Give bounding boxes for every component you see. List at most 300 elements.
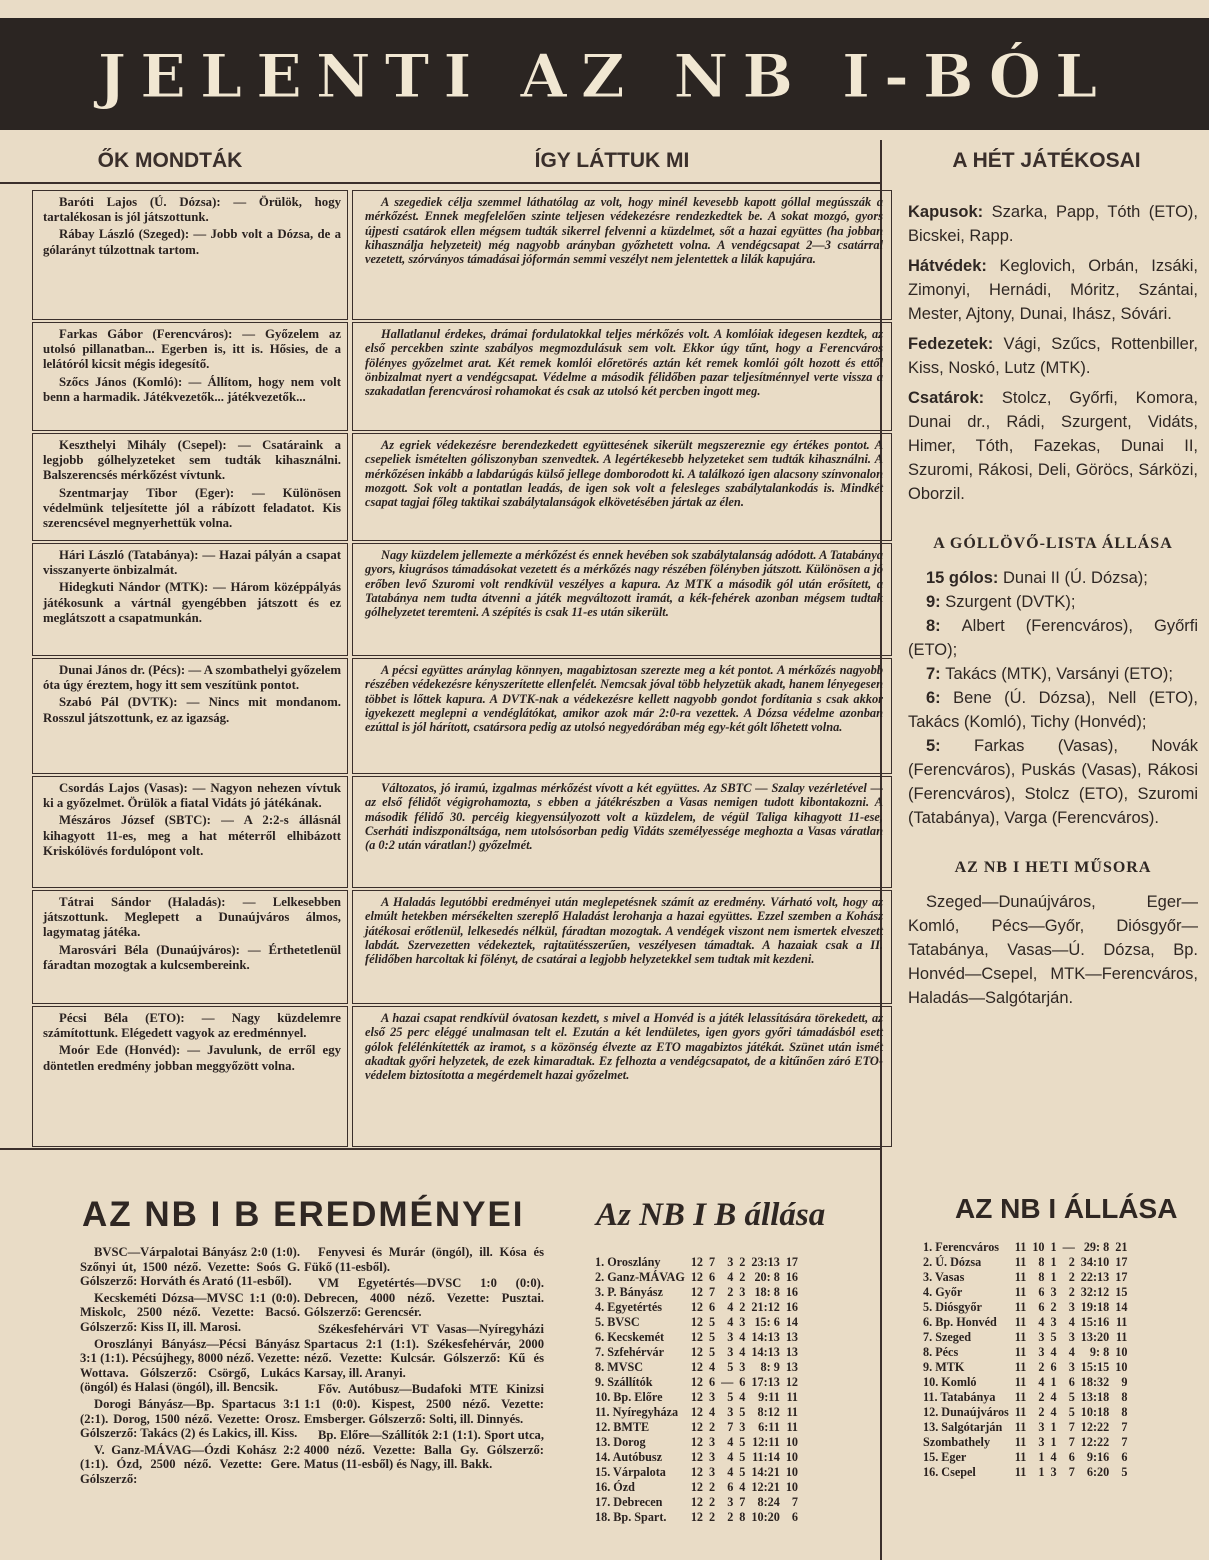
team-name: 1. Ferencváros xyxy=(923,1240,1000,1254)
stat-cell: 13:18 xyxy=(1080,1390,1110,1404)
stat-cell: 18:32 xyxy=(1080,1375,1110,1389)
table-row xyxy=(920,1285,1130,1300)
stat-cell: 16 xyxy=(785,1285,799,1299)
team-name: 12. Dunaújváros xyxy=(923,1405,1009,1419)
stat-cell: 12:11 xyxy=(752,1435,780,1449)
column-head-said: ŐK MONDTÁK xyxy=(97,149,243,172)
stat-cell: 2 xyxy=(1068,1255,1075,1269)
stat-cell: 6 xyxy=(791,1510,799,1524)
stat-cell: 1 xyxy=(1050,1270,1057,1284)
stat-cell: 10 xyxy=(1032,1240,1045,1254)
stat-cell: 13:20 xyxy=(1080,1330,1110,1344)
stat-cell: 8:12 xyxy=(757,1405,780,1419)
goal-count: 6: xyxy=(926,689,954,707)
match-result: BVSC—Várpalotai Bányász 2:0 (1:0). Szőnyi út, 1500 néző. Vezette: Soós G. Gólszerző: Horváth és Arató (11-esből). xyxy=(80,1245,300,1289)
team-name: 7. Szeged xyxy=(923,1330,972,1344)
nb1-standing-table xyxy=(920,1240,1205,1480)
stat-cell: 12 xyxy=(690,1390,704,1404)
table-row xyxy=(920,1450,1130,1465)
table-row xyxy=(920,1240,1130,1255)
stat-cell: 3 xyxy=(727,1495,734,1509)
stat-cell: 9 xyxy=(1121,1375,1128,1389)
table-row xyxy=(592,1420,801,1435)
column-head-players: A HÉT JÁTÉKOSAI xyxy=(952,149,1141,172)
stat-cell: 12:22 xyxy=(1080,1435,1110,1449)
scorers-title: A GÓLLÖVŐ-LISTA ÁLLÁSA xyxy=(933,535,1173,552)
scorer-names: Farkas (Vasas), Novák (Ferencváros), Puskás (Vasas), Rákosi (Ferencváros), Stolcz (ETO), Szuromi (Tatabánya), Varga (Ferencváros). xyxy=(908,737,1198,827)
stat-cell: 11 xyxy=(1014,1390,1027,1404)
table-row xyxy=(592,1285,801,1300)
bottom-rule xyxy=(0,1148,880,1150)
stat-cell: 11 xyxy=(1014,1315,1027,1329)
stat-cell: 5 xyxy=(739,1450,746,1464)
team-name: 18. Bp. Spart. xyxy=(595,1510,667,1524)
stat-cell: 3 xyxy=(727,1405,734,1419)
stat-cell: 3 xyxy=(1068,1360,1075,1374)
stat-cell: 3 xyxy=(1038,1435,1045,1449)
stat-cell: 11 xyxy=(1014,1465,1027,1479)
stat-cell: 7 xyxy=(709,1255,716,1269)
stat-cell: 4 xyxy=(709,1360,716,1374)
stat-cell: — xyxy=(721,1375,734,1389)
table-row xyxy=(920,1345,1130,1360)
stat-cell: 4 xyxy=(727,1270,734,1284)
stat-cell: 14:21 xyxy=(751,1465,780,1479)
team-name: 1. Oroszlány xyxy=(595,1255,661,1269)
players-of-week xyxy=(908,200,1198,1016)
position-label: Csatárok: xyxy=(908,389,1002,407)
scorer-names: Szurgent (DVTK); xyxy=(945,593,1076,611)
stat-cell: 10 xyxy=(1115,1345,1128,1359)
nbib-results-col1 xyxy=(80,1245,300,1489)
goal-count: 15 gólos: xyxy=(926,569,1004,587)
scorer-line xyxy=(908,590,1198,614)
team-name: 6. Kecskemét xyxy=(595,1330,665,1344)
stat-cell: 14:13 xyxy=(751,1345,780,1359)
nb1-standing-title: AZ NB I ÁLLÁSA xyxy=(955,1193,1178,1224)
team-name: 10. Komló xyxy=(923,1375,977,1389)
stat-cell: 5 xyxy=(727,1360,734,1374)
stat-cell: 32:12 xyxy=(1080,1285,1110,1299)
table-row xyxy=(920,1390,1130,1405)
stat-cell: 2 xyxy=(727,1285,734,1299)
stat-cell: 1 xyxy=(1050,1375,1057,1389)
stat-cell: 12 xyxy=(690,1405,704,1419)
stat-cell: 11 xyxy=(1014,1300,1027,1314)
stat-cell: 8 xyxy=(1121,1390,1128,1404)
stat-cell: 2 xyxy=(709,1510,716,1524)
nbib-results-col2 xyxy=(304,1245,544,1474)
said-box xyxy=(32,1006,348,1147)
stat-cell: 12 xyxy=(690,1510,704,1524)
team-name: 10. Bp. Előre xyxy=(595,1390,663,1404)
stat-cell: 2 xyxy=(739,1255,746,1269)
stat-cell: 6 xyxy=(1121,1450,1128,1464)
stat-cell: 21:12 xyxy=(751,1300,780,1314)
table-row xyxy=(920,1435,1130,1450)
stat-cell: 17:13 xyxy=(751,1375,780,1389)
stat-cell: 11 xyxy=(1014,1435,1027,1449)
stat-cell: 7 xyxy=(1121,1420,1128,1434)
stat-cell: 10:18 xyxy=(1080,1405,1110,1419)
table-row xyxy=(592,1360,801,1375)
stat-cell: 1 xyxy=(1038,1450,1045,1464)
player-names: Keglovich, Orbán, Izsáki, Zimonyi, Hernádi, Móritz, Szántai, Mester, Ajtony, Dunai, Ihász, Sóvári. xyxy=(908,257,1198,323)
stat-cell: 7 xyxy=(1121,1435,1128,1449)
table-row xyxy=(920,1465,1130,1480)
scorer-line xyxy=(908,686,1198,734)
stat-cell: 7 xyxy=(727,1420,734,1434)
stat-cell: 4 xyxy=(727,1465,734,1479)
match-result: Oroszlányi Bányász—Pécsi Bányász 3:1 (1:1). Pécsújhegy, 8000 néző. Vezette: Wottava. Gólszerző: Csörgő, Lukács (öngól) és Halasi (öngól), ill. Bencsik. xyxy=(80,1336,300,1395)
stat-cell: 2 xyxy=(1038,1405,1045,1419)
quote: Hári László (Tatabánya): — Hazai pályán a csapat visszanyerte önbizalmát. xyxy=(43,548,341,578)
stat-cell: 11 xyxy=(1014,1255,1027,1269)
stat-cell: 5 xyxy=(1050,1330,1057,1344)
team-name: 13. Salgótarján xyxy=(923,1420,1003,1434)
stat-cell: 5 xyxy=(709,1315,716,1329)
stat-cell: 7 xyxy=(739,1495,746,1509)
report-box: A Haladás legutóbbi eredményei után meglepetésnek számít az eredmény. Várható volt, hogy az elmúlt hetekben mérsékelten szereplő Haladást lerohanja a hazai együttes. Ezzel szemben a Kohász játékosai erőtlenül, lelkesedés nélkül, fáradtan mozogtak. A vendégek viszont nem ismertek elveszett labdát. Szervezetten védekeztek, rajtaütésszerűen, veszélyesen támadtak. A hazaiak csak a II. félidőben harcoltak ki fölényt, de csatárai a legjobb helyzetekkel sem tudtak mit kezdeni. xyxy=(352,890,892,1004)
quote: Baróti Lajos (Ú. Dózsa): — Örülök, hogy tartalékosan is jól játszottunk. xyxy=(43,195,341,225)
stat-cell: 5 xyxy=(739,1435,746,1449)
stat-cell: 2 xyxy=(709,1420,716,1434)
program-title: AZ NB I HETI MŰSORA xyxy=(954,859,1152,876)
stat-cell: 3 xyxy=(709,1465,716,1479)
team-name: 3. Vasas xyxy=(923,1270,965,1284)
stat-cell: 3 xyxy=(739,1420,746,1434)
said-box xyxy=(32,658,348,774)
team-name: 2. Ganz-MÁVAG xyxy=(595,1270,685,1284)
stat-cell: 2 xyxy=(1038,1390,1045,1404)
goal-count: 5: xyxy=(926,737,974,755)
table-row xyxy=(592,1390,801,1405)
table-row xyxy=(592,1375,801,1390)
goal-count: 8: xyxy=(926,617,962,635)
stat-cell: 7 xyxy=(791,1495,799,1509)
stat-cell: 10:20 xyxy=(751,1510,780,1524)
stat-cell: 15 xyxy=(1115,1285,1128,1299)
team-name: 8. Pécs xyxy=(923,1345,959,1359)
stat-cell: 14 xyxy=(1115,1300,1128,1314)
player-names: Stolcz, Győrfi, Komora, Dunai dr., Rádi, Szurgent, Vidáts, Himer, Tóth, Fazekas, Dunai II, Szuromi, Rákosi, Deli, Göröcs, Sárközi, Oborzil. xyxy=(908,389,1198,503)
position-label: Kapusok: xyxy=(908,203,992,221)
stat-cell: 1 xyxy=(1038,1465,1045,1479)
stat-cell: 4 xyxy=(727,1315,734,1329)
player-group xyxy=(908,254,1198,326)
stat-cell: 12 xyxy=(690,1420,704,1434)
team-name: 9. Szállítók xyxy=(595,1375,653,1389)
scorer-names: Dunai II (Ú. Dózsa); xyxy=(1003,569,1148,587)
stat-cell: 12 xyxy=(690,1330,704,1344)
stat-cell: 11 xyxy=(1014,1360,1027,1374)
stat-cell: 5 xyxy=(739,1405,746,1419)
stat-cell: 12 xyxy=(690,1480,704,1494)
stat-cell: 16 xyxy=(785,1300,799,1314)
team-name: 11. Nyíregyháza xyxy=(595,1405,679,1419)
stat-cell: 10 xyxy=(785,1450,799,1464)
stat-cell: 3 xyxy=(727,1255,734,1269)
team-name: 15. Eger xyxy=(923,1450,967,1464)
stat-cell: 4 xyxy=(1068,1345,1075,1359)
stat-cell: 1 xyxy=(1050,1255,1057,1269)
report-box: A pécsi együttes aránylag könnyen, magabiztosan szerezte meg a két pontot. A mérkőzés nagyobb részében védekezésre kényszerítette ellenfelét. Nemcsak jóval több helyzetük akadt, hanem lényegesen többet is lőttek kapura. A DVTK-nak a védekezésre kellett nagyobb gondot fordítania s csak akkor igyekezett meglepni a vendéglátókat, amikor azok már 2:0-ra vezettek. A Dózsa védelme azonban ezúttal is jól hárított, csatársora pedig az utolsó negyedórában még egy-két gólt lőhetett volna. xyxy=(352,658,892,774)
stat-cell: 11 xyxy=(1014,1405,1027,1419)
table-row xyxy=(592,1300,801,1315)
stat-cell: 4 xyxy=(1038,1315,1045,1329)
stat-cell: 18: 8 xyxy=(754,1285,780,1299)
stat-cell: 11 xyxy=(786,1420,799,1434)
stat-cell: 11 xyxy=(786,1405,799,1419)
table-row xyxy=(592,1315,801,1330)
table-row xyxy=(592,1480,801,1495)
nbib-standing-table xyxy=(592,1255,877,1525)
stat-cell: 21 xyxy=(1115,1240,1128,1254)
team-name: 6. Bp. Honvéd xyxy=(923,1315,997,1329)
scorer-line xyxy=(908,662,1198,686)
stat-cell: 12 xyxy=(785,1375,799,1389)
column-head-seen: ÍGY LÁTTUK MI xyxy=(534,149,690,172)
position-label: Fedezetek: xyxy=(908,335,1004,353)
stat-cell: 4 xyxy=(727,1300,734,1314)
stat-cell: 4 xyxy=(739,1480,746,1494)
stat-cell: 4 xyxy=(1038,1375,1045,1389)
stat-cell: 10 xyxy=(785,1480,799,1494)
stat-cell: 11 xyxy=(1014,1375,1027,1389)
stat-cell: 2 xyxy=(739,1300,746,1314)
stat-cell: 3 xyxy=(727,1330,734,1344)
stat-cell: 3 xyxy=(1068,1300,1075,1314)
stat-cell: 13 xyxy=(785,1345,799,1359)
stat-cell: 9:16 xyxy=(1086,1450,1110,1464)
team-name: 5. BVSC xyxy=(595,1315,640,1329)
report-box: Változatos, jó iramú, izgalmas mérkőzést vívott a két együttes. Az SBTC — Szalay vezérletével — az első félidőt végigrohamozta, s ebben a játékrészben a Vasas nemigen tudott kibontakozni. A második félidő 30. percéig kiegyensúlyozott volt a küzdelem, de végül Taliga kihagyott 11-ese, Cserháti indiszponáltsága, nem utolsósorban pedig Vidáts személyessége meghozta a Vasas váratlan (a 0:2 után váratlan!) győzelmét. xyxy=(352,776,892,888)
report-box: Nagy küzdelem jellemezte a mérkőzést és ennek hevében sok szabálytalanság adódott. A Tatabánya gyors, kiugrásos támadásokat vezetett és a mérkőzés nagy részében fölényben játszott. Különösen a jó erőben levő Szuromi volt rendkívül veszélyes a kapura. Az MTK a második gól után erősített, a Tatabánya nem tudta átvenni a játék megváltozott iramát, a kék-fehérek azonban mégsem tudtak gólhelyzetet teremteni. A szépítés is csak 11-es után sikerült. xyxy=(352,543,892,656)
quote: Csordás Lajos (Vasas): — Nagyon nehezen vívtuk ki a győzelmet. Örülök a fiatal Vidáts jó játékának. xyxy=(43,781,341,811)
said-box xyxy=(32,190,348,320)
stat-cell: 1 xyxy=(1050,1240,1057,1254)
stat-cell: 12:22 xyxy=(1080,1420,1110,1434)
table-row xyxy=(592,1450,801,1465)
said-box xyxy=(32,890,348,1004)
stat-cell: 4 xyxy=(739,1390,746,1404)
stat-cell: 4 xyxy=(709,1405,716,1419)
stat-cell: 5 xyxy=(727,1390,734,1404)
header-banner xyxy=(0,18,1209,130)
match-result: Dorogi Bányász—Bp. Spartacus 3:1 (2:1). Dorog, 1500 néző. Vezette: Orosz. Gólszerző: Takács (2) és Lakics, ill. Kiss. xyxy=(80,1396,300,1441)
stat-cell: 14:13 xyxy=(751,1330,780,1344)
said-box xyxy=(32,543,348,656)
stat-cell: 10 xyxy=(785,1465,799,1479)
stat-cell: 11 xyxy=(786,1390,799,1404)
page-title: JELENTI AZ NB I-BÓL xyxy=(97,42,1112,112)
stat-cell: 12 xyxy=(690,1300,704,1314)
stat-cell: 12 xyxy=(690,1435,704,1449)
stat-cell: 13 xyxy=(785,1360,799,1374)
stat-cell: 5 xyxy=(1121,1465,1128,1479)
stat-cell: 12 xyxy=(690,1315,704,1329)
player-groups xyxy=(908,200,1198,506)
team-name: 17. Debrecen xyxy=(595,1495,663,1509)
quote: Moór Ede (Honvéd): — Javulunk, de erről egy döntetlen eredmény jobban meggyőzött volna. xyxy=(43,1043,341,1073)
team-name: 11. Tatabánya xyxy=(923,1390,996,1404)
stat-cell: 6 xyxy=(1050,1360,1057,1374)
quote: Pécsi Béla (ETO): — Nagy küzdelemre számítottunk. Elégedett vagyok az eredménnyel. xyxy=(43,1011,341,1041)
stat-cell: 11:14 xyxy=(752,1450,780,1464)
stat-cell: 6 xyxy=(709,1375,716,1389)
stat-cell: 8:24 xyxy=(757,1495,780,1509)
stat-cell: 14 xyxy=(785,1315,799,1329)
match-result: Főv. Autóbusz—Budafoki MTE Kinizsi 1:1 (0:0). Kispest, 2500 néző. Vezette: Emsberger. Gólszerző: Solti, ill. Dinnyés. xyxy=(304,1382,544,1426)
stat-cell: 34:10 xyxy=(1080,1255,1110,1269)
report-box: Hallatlanul érdekes, drámai fordulatokkal teljes mérkőzés volt. A komlóiak idegesen kezdtek, az első percekben szinte szabályos megmozdulásuk sem volt. Ekkor úgy tűnt, hogy a Ferencváros fölényes győzelmet arat. Két remek komlói előretörés aztán két remek komlói gólt hozott és ettől önbizalmat nyert a vendégcsapat. Védelme a második félidőben pazar teljesítménnyel verte vissza a szakadatlan ferencvárosi rohamokat és csak az utolsó két percben ingott meg. xyxy=(352,322,892,431)
stat-cell: 29: 8 xyxy=(1083,1240,1110,1254)
quote: Mészáros József (SBTC): — A 2:2-s állásnál kihagyott 11-es, meg a hat méterről elhibázott Kriskólövés fordulópont volt. xyxy=(43,813,341,858)
stat-cell: 2 xyxy=(727,1510,734,1524)
scorer-line xyxy=(908,614,1198,662)
table-row xyxy=(592,1255,801,1270)
stat-cell: 12 xyxy=(690,1375,704,1389)
stat-cell: 8 xyxy=(1121,1405,1128,1419)
stat-cell: 19:18 xyxy=(1080,1300,1110,1314)
player-group xyxy=(908,332,1198,380)
said-box xyxy=(32,322,348,431)
stat-cell: 13 xyxy=(785,1330,799,1344)
team-name: 4. Egyetértés xyxy=(595,1300,663,1314)
stat-cell: 6:11 xyxy=(758,1420,780,1434)
stat-cell: 4 xyxy=(1050,1390,1057,1404)
stat-cell: 6 xyxy=(1068,1375,1075,1389)
stat-cell: 11 xyxy=(1115,1315,1128,1329)
stat-cell: 5 xyxy=(1068,1405,1075,1419)
team-name: 7. Szfehérvár xyxy=(595,1345,665,1359)
stat-cell: 11 xyxy=(1014,1270,1027,1284)
stat-cell: 2 xyxy=(1050,1300,1057,1314)
match-result: Bp. Előre—Szállítók 2:1 (1:1). Sport utca, 4000 néző. Vezette: Balla Gy. Gólszerző: Matus (11-esből) és Nagy, ill. Bakk. xyxy=(304,1428,544,1472)
stat-cell: 4 xyxy=(1050,1405,1057,1419)
stat-cell: 12 xyxy=(690,1360,704,1374)
table-row xyxy=(920,1405,1130,1420)
match-result: VM Egyetértés—DVSC 1:0 (0:0). Debrecen, 4000 néző. Vezette: Pusztai. Gólszerző: Gerencsér. xyxy=(304,1276,544,1320)
scorer-line xyxy=(908,566,1198,590)
goal-count: 9: xyxy=(926,593,946,611)
team-name: 9. MTK xyxy=(923,1360,965,1374)
quote: Tátrai Sándor (Haladás): — Lelkesebben játszottunk. Meglepett a Dunaújváros álmos, lagymatag játéka. xyxy=(43,895,341,940)
quote: Hidegkuti Nándor (MTK): — Három középpályás játékosunk a vártnál gyengébben játszott és ez meglátszott a csapatmunkán. xyxy=(43,580,341,625)
stat-cell: 6 xyxy=(709,1270,716,1284)
quote: Szabó Pál (DVTK): — Nincs mit mondanom. Rosszul játszottunk, ez az igazság. xyxy=(43,695,341,725)
header-rule xyxy=(0,182,880,184)
table-row xyxy=(592,1270,801,1285)
stat-cell: 12 xyxy=(690,1465,704,1479)
stat-cell: 6 xyxy=(1038,1285,1045,1299)
table-row xyxy=(920,1270,1130,1285)
stat-cell: 12 xyxy=(690,1495,704,1509)
stat-cell: 9:11 xyxy=(758,1390,780,1404)
player-group xyxy=(908,200,1198,248)
stat-cell: 4 xyxy=(739,1330,746,1344)
stat-cell: 2 xyxy=(1068,1270,1075,1284)
stat-cell: 5 xyxy=(709,1345,716,1359)
table-row xyxy=(920,1420,1130,1435)
stat-cell: 7 xyxy=(1068,1435,1075,1449)
stat-cell: 4 xyxy=(1068,1315,1075,1329)
stat-cell: 16 xyxy=(785,1270,799,1284)
team-name: 13. Dorog xyxy=(595,1435,646,1449)
team-name: Szombathely xyxy=(923,1435,991,1449)
table-row xyxy=(920,1300,1130,1315)
stat-cell: 2 xyxy=(1038,1360,1045,1374)
table-row xyxy=(920,1375,1130,1390)
stat-cell: 7 xyxy=(1068,1465,1075,1479)
stat-cell: 5 xyxy=(1068,1390,1075,1404)
player-names: Vági, Szűcs, Rottenbiller, Kiss, Noskó, Lutz (MTK). xyxy=(908,335,1198,377)
stat-cell: 12:21 xyxy=(751,1480,780,1494)
stat-cell: 6 xyxy=(1068,1450,1075,1464)
report-box: A hazai csapat rendkívül óvatosan kezdett, s mivel a Honvéd is a játék lelassítására törekedett, az első 25 perc eléggé unalmasan telt el. Ezután a két lendületes, igen gyors győri támadásból esett gólok felélénkítették az iramot, s a közönség élvezte az ETO magabiztos játékát. Szünet után ismét akadtak győri helyzetek, de ezek kimaradtak. Ez felhozta a vendégcsapatot, de a kitűnően záró ETO-védelem biztosította a megérdemelt hazai győzelmet. xyxy=(352,1006,892,1147)
stat-cell: 2 xyxy=(1068,1285,1075,1299)
stat-cell: 23:13 xyxy=(751,1255,780,1269)
stat-cell: 8: 9 xyxy=(760,1360,780,1374)
quote: Szőcs János (Komló): — Állítom, hogy nem volt benn a harmadik. Játékvezetők... játékvezetők... xyxy=(43,374,341,404)
stat-cell: 4 xyxy=(739,1345,746,1359)
team-name: 4. Győr xyxy=(923,1285,963,1299)
team-name: 5. Diósgyőr xyxy=(923,1300,982,1314)
stat-cell: 12 xyxy=(690,1450,704,1464)
stat-cell: 7 xyxy=(1068,1420,1075,1434)
stat-cell: 1 xyxy=(1050,1420,1057,1434)
team-name: 16. Ózd xyxy=(595,1480,635,1494)
table-row xyxy=(592,1405,801,1420)
table-row xyxy=(592,1495,801,1510)
player-names: Szarka, Papp, Tóth (ETO), Bicskei, Rapp. xyxy=(908,203,1198,245)
table-row xyxy=(592,1510,801,1525)
match-result: Kecskeméti Dózsa—MVSC 1:1 (0:0). Miskolc, 2500 néző. Vezette: Bacsó. Gólszerző: Kiss II, ill. Marosi. xyxy=(80,1290,300,1334)
stat-cell: 4 xyxy=(1050,1450,1057,1464)
stat-cell: 2 xyxy=(739,1270,746,1284)
stat-cell: 10 xyxy=(1115,1360,1128,1374)
stat-cell: 8 xyxy=(1038,1270,1045,1284)
player-group xyxy=(908,386,1198,506)
stat-cell: — xyxy=(1062,1240,1075,1254)
table-row xyxy=(592,1465,801,1480)
stat-cell: 3 xyxy=(1050,1315,1057,1329)
stat-cell: 22:13 xyxy=(1080,1270,1110,1284)
stat-cell: 3 xyxy=(709,1390,716,1404)
team-name: 15. Várpalota xyxy=(595,1465,666,1479)
stat-cell: 15: 6 xyxy=(754,1315,780,1329)
match-result: Székesfehérvári VT Vasas—Nyíregyházi Spartacus 2:1 (1:1). Székesfehérvár, 2000 néző. Vezette: Kulcsár. Gólszerző: Kű és Karsay, ill. Aranyi. xyxy=(304,1321,544,1380)
stat-cell: 11 xyxy=(1014,1420,1027,1434)
stat-cell: 11 xyxy=(1014,1450,1027,1464)
table-row xyxy=(592,1330,801,1345)
stat-cell: 4 xyxy=(727,1450,734,1464)
table-row xyxy=(920,1360,1130,1375)
team-name: 8. MVSC xyxy=(595,1360,644,1374)
scorer-names: Bene (Ú. Dózsa), Nell (ETO), Takács (Komló), Tichy (Honvéd); xyxy=(908,689,1198,731)
stat-cell: 3 xyxy=(1068,1330,1075,1344)
stat-cell: 11 xyxy=(1014,1240,1027,1254)
stat-cell: 7 xyxy=(709,1285,716,1299)
stat-cell: 17 xyxy=(1115,1270,1128,1284)
quote: Farkas Gábor (Ferencváros): — Győzelem az utolsó pillanatban... Egerben is, itt is. Hősies, de a lelátóról kicsit mégis idegesítő. xyxy=(43,327,341,372)
stat-cell: 6 xyxy=(739,1375,746,1389)
stat-cell: 3 xyxy=(739,1315,746,1329)
nbib-results-title: AZ NB I B EREDMÉNYEI xyxy=(82,1195,525,1234)
stat-cell: 17 xyxy=(1115,1255,1128,1269)
stat-cell: 3 xyxy=(727,1345,734,1359)
stat-cell: 3 xyxy=(739,1360,746,1374)
